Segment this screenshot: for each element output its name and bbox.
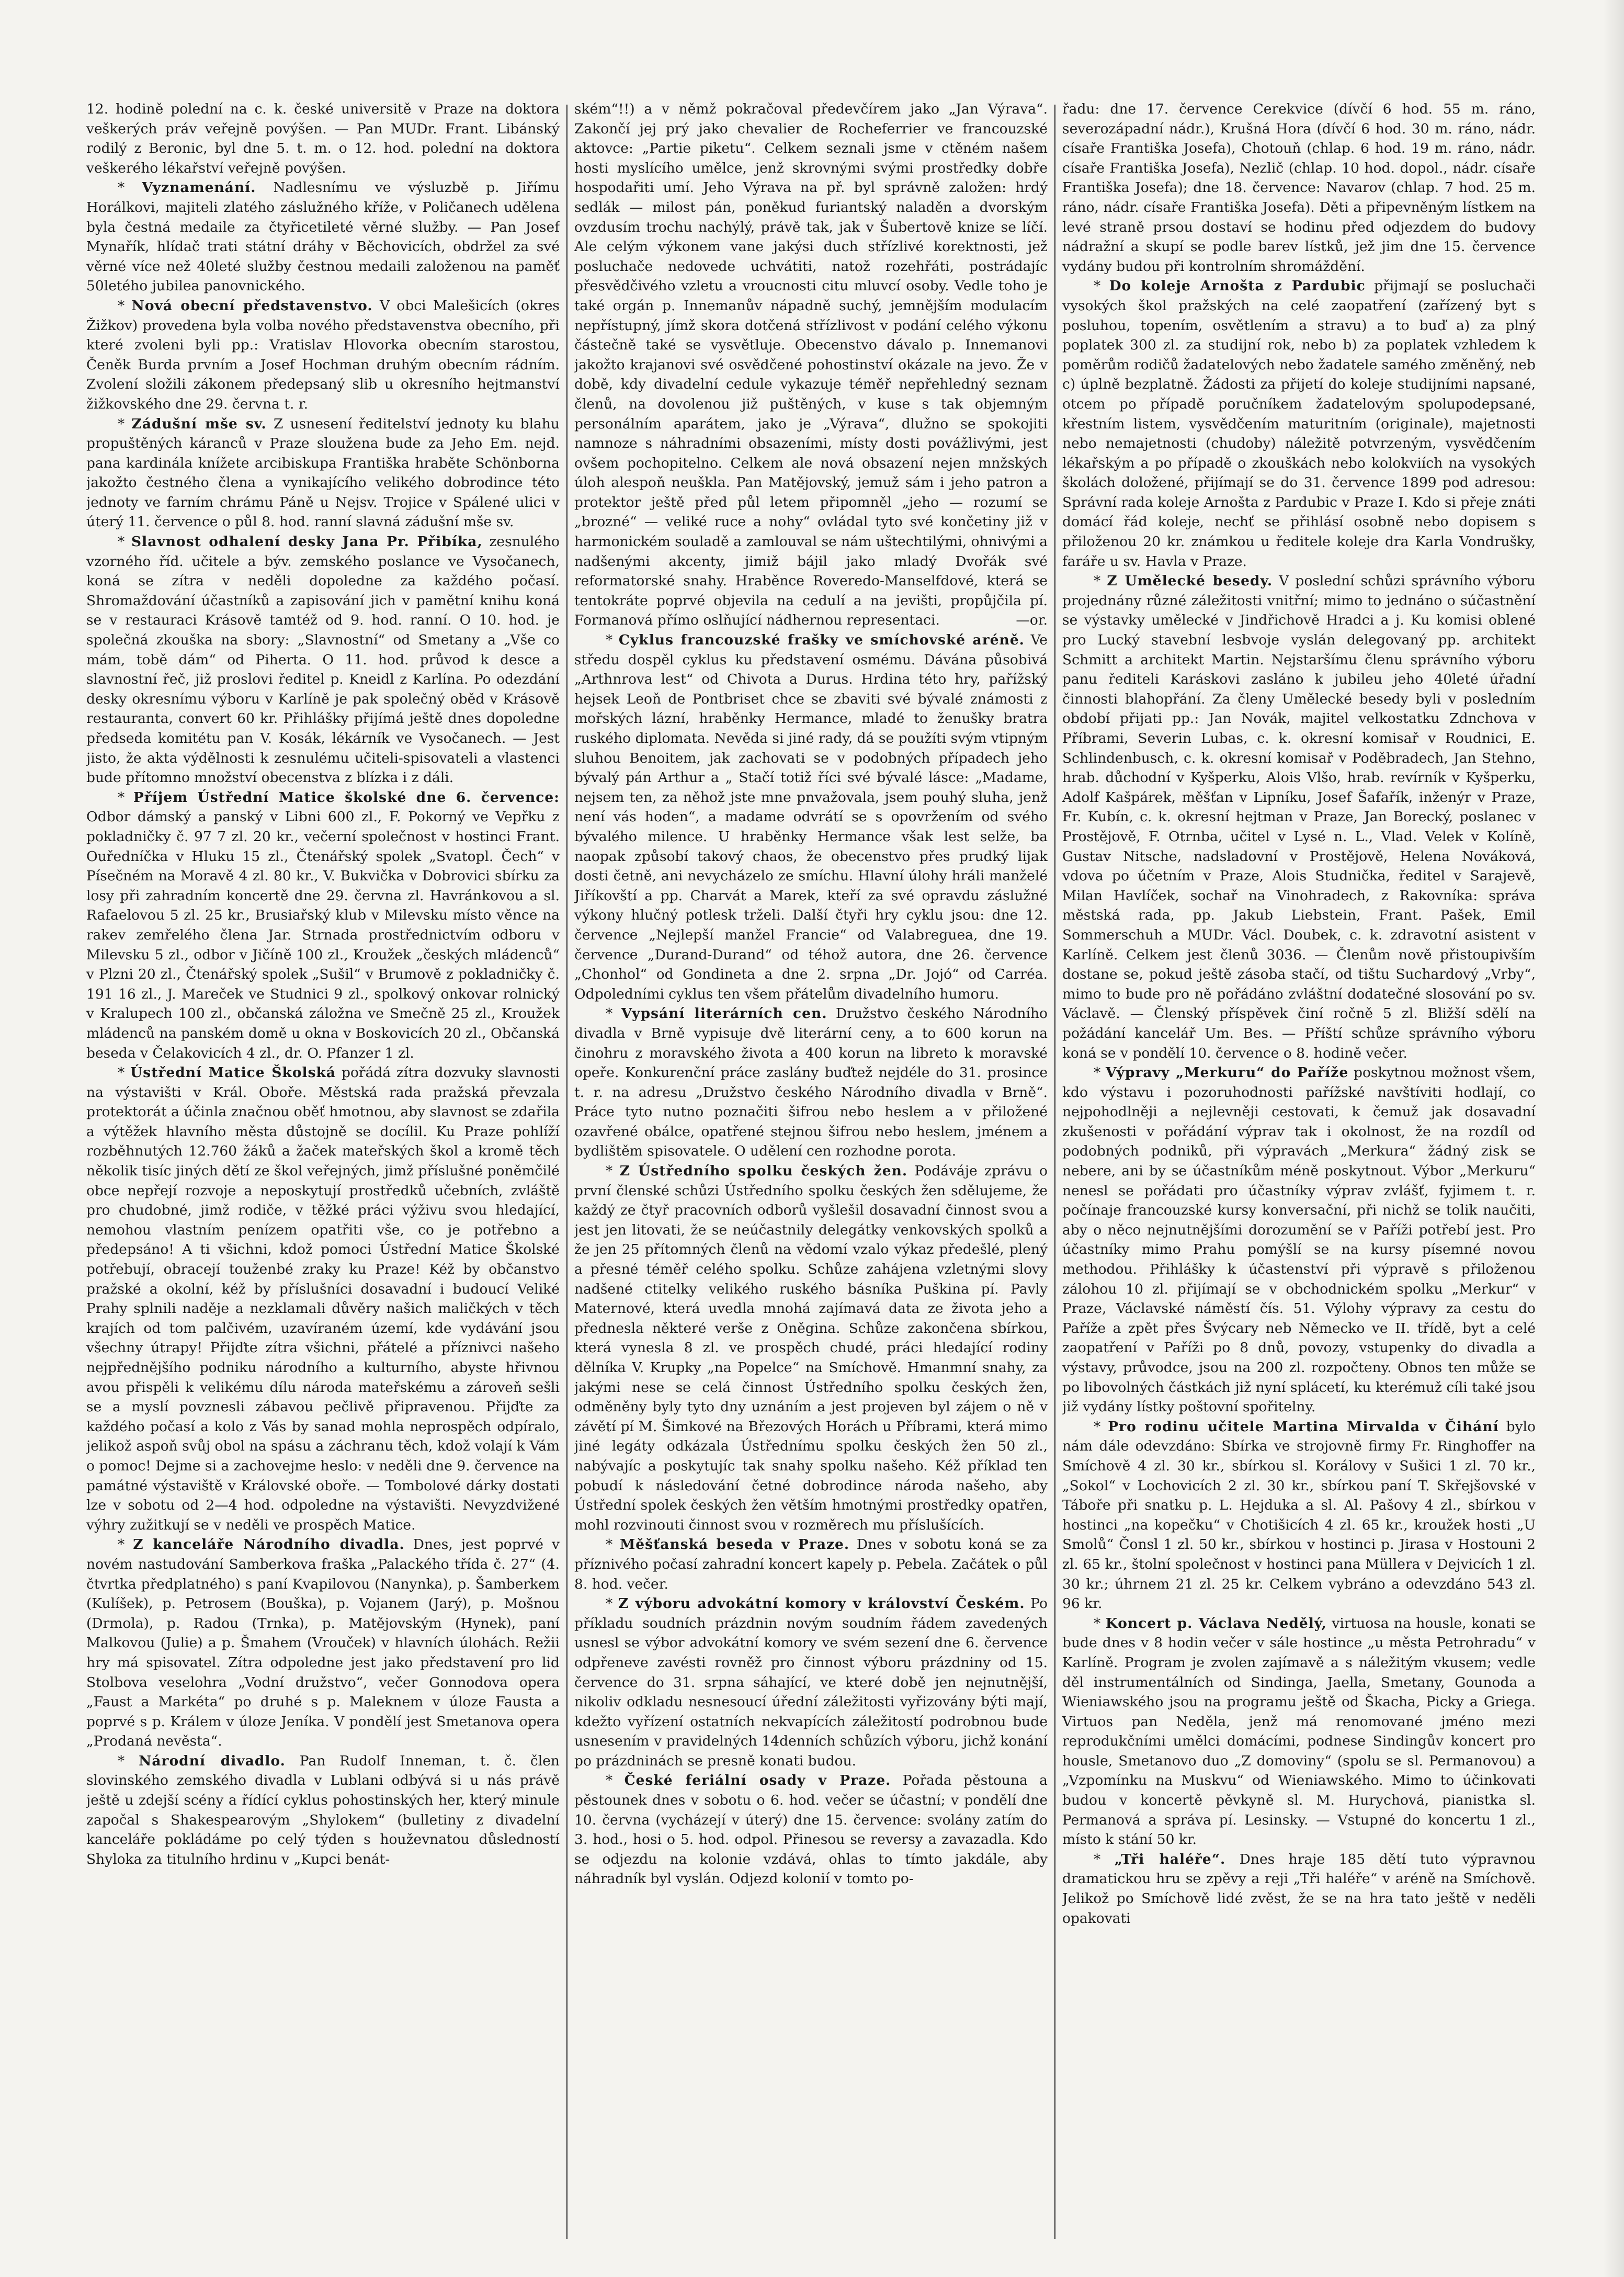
article-paragraph: * Slavnost odhalení desky Jana Pr. Přibíka, zesnulého vzorného říd. učitele a býv. zemského poslance ve Vysočanech, koná se zítra v neděli dopoledne za každého počasí. Shromaždování účastníků a zapisování jich v pamětní knihu koná se v restauraci Krásově tamtéž od 9. hod. ranní. O 10. hod. je společná zkouška na sbory: „Slavnostní“ od Smetany a „Vše co mám, tobě dám“ od Piherta. O 11. hod. průvod k desce a slavnostní řeč, již proslovi ředitel p. Kneidl z Karlína. Po odezdání desky okresnímu výboru v Karlíně je pak společný oběd v Krásově restauranta, convert 60 kr. Přihlášky přijímá ještě dnes dopoledne předseda komitétu pan V. Kosák, lékárník ve Vysočanech. — Jest jisto, že akta výdělnosti k zesnulému učiteli-spisovateli a vlastenci bude přítomno množství obecenstva z blízka i z dáli. [86, 534, 560, 786]
article-paragraph: * Národní divadlo. Pan Rudolf Inneman, t. č. člen slovinského zemského divadla v Lublani odbývá si u nás právě ještě u zdejší scény a řídící cyklus pohostinských her, který minule započal s Shakespearovým „Shylokem“ (bulletiny z divadelní kanceláře pokládáme po celý týden s houževnatou důsledností Shyloka za titulního hrdinu v „Kupci benát- [86, 1752, 560, 1867]
article-paragraph [574, 99, 1048, 630]
article-paragraph: * Měšťanská beseda v Praze. Dnes v sobotu koná se za příznivého počasí zahradní koncert kapely p. Pebela. Začátek o půl 8. hod. večer. [574, 1536, 1048, 1592]
article-paragraph: * Cyklus francouzské frašky ve smíchovské aréně. Ve středu dospěl cyklus ku představení osmému. Dávána působivá „Arthnrova lest“ od Chivota a Durus. Hrdina této hry, pařížský hejsek Leoň de Pontbriset chce se zbaviti své bývalé známosti z mořských lázní, hraběnky Hermance, mladé to ženušky bratra ruského diplomata. Nevěda si jiné rady, dá se použíti svým vtipným sluhou Benoitem, jak zachovati se v podobných případech jeho bývalý pán Arthur a „ Stačí totiž říci své bývalé lásce: „Madame, nejsem ten, za něhož jste mne pnvažovala, jsem pouhý sluha, jenž není vás hoden“, a madame odvrátí se s opovržením od svého bývalého milence. U hraběnky Hermance však lest selže, ba naopak způsobí takový chaos, že obecenstvo přes prudký lijak dosti četně, ani nevycházelo ze smíchu. Hlavní úlohy hráli manželé Jiříkovští a pp. Charvát a Marek, kteří za své opravdu záslužné výkony hlučný potlesk trželi. Další čtyři hry cyklu jsou: dne 12. července „Nejlepší manžel Francie“ od Valabreguea, dne 19. července „Durand-Durand“ od téhož autora, dne 26. července „Chonhol“ od Gondineta a dne 2. srpna „Dr. Jojó“ od Carréa. Odpoledními cyklus ten všem přátelům divadelního humoru. [574, 632, 1048, 1002]
column-rule [566, 105, 567, 2239]
article-text: Podáváje zprávu o první členské schůzi Ústředního spolku českých žen sdělujeme, že každý ze čtyř pracovních odborů vyšlešil dosavadní činnost svou a jest jen litovati, že se neúčastnily delegátky venkovských spolků a že jen 25 přítomných členů na vědomí vzalo výkaz předešlé, plený a přesné téměř celého spolku. Schůze zahájena vzletnými slovy nadšené ctitelky velikého ruského básníka Puškina pí. Pavly Maternové, která uvedla mnohá zajímavá data ze života jeho a přednesla některé verše z Oněgina. Schůze zakončena sbírkou, která vynesla 8 zl. ve prospěch chudé, práci hledající rodiny dělníka V. Krupky „na Popelce“ na Smíchově. Hmanmní snahy, za jakými nese se celá činnost Ústředního spolku českých žen, odměněny byly tyto dny uznáním a jest projeven byl zájem o ně v závětí pí M. Šimkové na Březových Horách u Příbrami, která mimo jiné legáty odkázala Ústřednímu spolku českých žen 50 zl., nabývajíc a poskytujíc tak snahy spolku našeho. Kéž příklad ten pobudí k následování četné dobrodince národa našeho, aby Ústřední spolek českých žen větším hmotnými prostředky opatřen, mohl rozvinouti činnost svou v rozměrech mu příslušících. [574, 1163, 1048, 1533]
author-signature: —or. [1016, 612, 1048, 629]
text-column-1 [86, 99, 560, 2255]
article-text: ském“!!) a v němž pokračoval předevčírem jako „Jan Výrava“. Zakončí jej prý jako chevalier de Rocheferrier ve francouzské aktovce: „Partie piketu“. Celkem seznali jsme v ctěném našem hosti myslícího umělce, jenž skrovnými svými prostředky dobře hospodařiti umí. Jeho Výrava na př. byl správně založen: hrdý sedlák — milost pán, poněkud furiantský naladěn a dvorským ovzdusím trochu nachýlý, právě tak, jak v Šubertově knize se líčí. Ale celým výkonem vane jakýsi duch střízlivé korektnosti, jež posluchače nedovede uchvátiti, natož rozehřáti, postrádajíc přesvědčivého vzletu a vroucnosti citu mluvcí osoby. Vedle toho je také orgán p. Innemanův nápadně suchý, jemnějším modulacím nepřístupný, jímž skora dotčená střízlivost v podání celého výkonu částečně také se vysvětluje. Obecenstvo dávalo p. Innemanovi jakožto krajanovi své osvědčené pohostinství okázale na jevo. Že v době, kdy divadelní cedule vykazuje téměř nepřehledný seznam členů, na dovolenou již puštěných, v kuse s tak objemným personálním aparátem, jako je „Výrava“, dlužno se spokojiti namnoze s náhradními obsazeními, místy dosti povážlivými, jest ovšem pochopitelno. Celkem ale nová obsazení nejen mnžských úloh alespoň neuškla. Pan Matějovský, jemuž sám i jeho patron a protektor ještě před půl letem připomněl „jeho — rozumí se „brozné“ — veliké ruce a nohy“ ovládal tyto své končetiny již v harmonickém souladě a zamlouval se nám uštechtilými, ohnivými a nadšenými akcenty, jimiž bájil jako mladý Dvořák své reformatorské snahy. Hraběnce Roveredo-Manselfdové, která se tentokráte poprvé objevila na cedulí a na jevišti, propůjčila pí. Formanová přímo oslňující nádhernou representaci. [574, 101, 1048, 629]
article-text: Z usnesení ředitelství jednoty ku blahu propuštěných káranců v Praze sloužena bude za Jeho Em. nejd. pana kardinála knížete arcibiskupa Františka hraběte Schönborna jakožto čestného člena a vynikajícího velikého dobrodince této jednoty ve farním chrámu Páně u Nejsv. Trojice v Spálené ulici v úterý 11. července o půl 8. hod. ranní slavná zádušní mše sv. [86, 415, 560, 530]
article-text: řadu: dne 17. července Cerekvice (dívčí 6 hod. 55 m. ráno, severozápadní nádr.), Krušná Hora (dívčí 6 hod. 30 m. ráno, nádr. císaře Františka Josefa), Chotouň (chlap. 6 hod. 19 m. ráno, nádr. císaře Františka Josefa), Nezlič (chlap. 10 hod. dopol., nádr. císaře Františka Josefa); dne 18. července: Navarov (chlap. 7 hod. 25 m. ráno, nádr. císaře Františka Josefa). Děti a připevněným lístkem na levé straně prsou dostaví se hodinu před odjezdem do budovy nádražní a skupí se podle barev lístků, jež jim dne 15. července vydány budou při kontrolním shromáždění. [1062, 101, 1536, 275]
article-text: Nadlesnímu ve výsluzbě p. Jiřímu Horálkovi, majiteli zlatého záslužného kříže, v Poličanech udělena byla čestná medaile za čtyřicetileté věrné služby. — Pan Josef Mynařík, hlídač trati státní dráhy v Běchovicích, obdržel za své věrné více než 40leté služby čestnou medaili založenou na paměť 50letého jubilea panovnického. [86, 179, 560, 294]
article-text: Pořada pěstouna a pěstounek dnes v sobotu o 6. hod. večer se účastní; v pondělí dne 10. června (vycházejí v úterý) dne 15. července: svolány zatím do 3. hod., hosi o 5. hod. odpol. Přinesou se reversy a zavazadla. Kdo se odjezdu na kolonie vzdává, ohlas to tímto jakdále, aby náhradník byl vyslán. Odjezd kolonií v tomto po- [574, 1772, 1048, 1887]
article-text: Družstvo českého Národního divadla v Brně vypisuje dvě literární ceny, a to 600 korun na činohru z moravského života a 400 korun na libreto k moravské opeře. Konkurenční práce zaslány buďtež nejdéle do 31. prosince t. r. na adresu „Družstvo českého Národního divadla v Brně“. Práce tyto nutno poznačiti šifrou nebo heslem a v přiložené ozavřené obálce, opatřené stejnou šifrou nebo heslem, jménem a bydlištěm spisovatele. O udělení cen rozhodne porota. [574, 1005, 1048, 1160]
article-text: virtuosa na housle, konati se bude dnes v 8 hodin večer v sále hostince „u města Petrohradu“ v Karlíně. Program je zvolen zajímavě a s náležitým vkusem; vedle děl instrumentálních od Sindinga, Jaella, Smetany, Gounoda a Wieniawského jsou na programu ještě od Škacha, Picky a Griega. Virtuos pan Neděla, jenž má renomované jméno mezi reprodukčními umělci domácími, podnese Sindingův koncert pro housle, Smetanovo duo „Z domoviny“ (spolu se sl. Permanovou) a „Vzpomínku na Muskvu“ od Wieniawského. Mimo to účinkovati budou v koncertě pěvkyně sl. M. Hurychová, pianistka sl. Permanová a správa pí. Lesinsky. — Vstupné do koncertu 1 zl., místo k stání 50 kr. [1062, 1615, 1536, 1848]
article-paragraph: * Výpravy „Merkuru“ do Paříže poskytnou možnost všem, kdo výstavu i pozoruhodnosti pařížské navštíviti hodlají, co nejpohodlněji a nejlevněji cestovati, k čemuž jak dosavadní zkušenosti v pořádání výprav tak i okolnost, že na rozdíl od podobných podniků, při výpravách „Merkura“ žádný zisk se nebere, ani by se účastníkům méně poskytnout. Výbor „Merkuru“ nenesl se pořádati pro účastníky výprav zvlášť, fyjimem t. r. počínaje francouzské kursy konversační, při nichž se tolik naučiti, aby o něco nejnutnějšími dorozumění se v Paříži potřebí jest. Pro účastníky mimo Prahu pomýšlí se na kursy písemné novou methodou. Přihlášky k účastenství při výpravě s přiloženou zálohou 10 zl. přijímají se v obchodnickém spolku „Merkur“ v Praze, Václavské náměstí čís. 51. Výlohy výpravy za cestu do Paříže a zpět přes Švýcary neb Německo ve II. třídě, byt a celé zaopatření v Paříži po 8 dnů, povozy, vstupenky do divadla a výstavy, průvodce, jsou na 200 zl. rozpočteny. Obnos ten může se po libovolných částkách již nyní splácetí, ku kterémuž cíli také jsou již vydány lístky poštovní spořitelny. [1062, 1064, 1536, 1415]
article-paragraph: * Koncert p. Václava Nedělý, virtuosa na housle, konati se bude dnes v 8 hodin večer v sále hostince „u města Petrohradu“ v Karlíně. Program je zvolen zajímavě a s náležitým vkusem; vedle děl instrumentálních od Sindinga, Jaella, Smetany, Gounoda a Wieniawského jsou na programu ještě od Škacha, Picky a Griega. Virtuos pan Neděla, jenž má renomované jméno mezi reprodukčními umělci domácími, podnese Sindingův koncert pro housle, Smetanovo duo „Z domoviny“ (spolu se sl. Permanovou) a „Vzpomínku na Muskvu“ od Wieniawského. Mimo to účinkovati budou v koncertě pěvkyně sl. M. Hurychová, pianistka sl. Permanová a správa pí. Lesinsky. — Vstupné do koncertu 1 zl., místo k stání 50 kr. [1062, 1615, 1536, 1848]
article-text: bylo nám dále odevzdáno: Sbírka ve strojovně firmy Fr. Ringhoffer na Smíchově 4 zl. 30 kr., sbírkou sl. Korálovy v Sušici 1 zl. 70 kr., „Sokol“ v Lochovicích 2 zl. 30 kr., sbírkou paní T. Skřejšovské v Táboře při snatku p. L. Hejduka a sl. Al. Pašovy 4 zl., sbírkou v hostinci „na kopečku“ v Chotišicích 4 zl. 65 kr., kroužek hosti „U Smolů“ Čonsl 1 zl. 50 kr., sbírkou v hostinci p. Jirasa v Hostouni 2 zl. 65 kr., štolní společnost v hostinci pana Müllera v Dejvicích 1 zl. 30 kr.; úhrnem 21 zl. 25 kr. Celkem vybráno a odevzdáno 543 zl. 96 kr. [1062, 1418, 1536, 1612]
article-heading: Nová obecní představenstvo. [131, 297, 373, 314]
article-heading: Do koleje Arnošta z Pardubic [1109, 278, 1366, 294]
scan-edge-shade [1603, 0, 1624, 2277]
article-text: Po příkladu soudních prázdnin novým soudním řádem zavedených usnesl se výbor advokátní komory ve svém sezení dne 6. července odpřeneve zavésti rovněž pro činnost výboru prázdniny od 15. července do 31. srpna sáhající, ve které době jen nejnutnější, nikoliv odkladu nesnesoucí úřední záležitosti vyřizovány býti mají, kdežto vyřízení ostatních nekvapících záležitostí podrobnou bude usnesením v pravidelných 14denních schůzích výboru, jichž konání po prázdninách se presně konati budou. [574, 1595, 1048, 1769]
article-paragraph: * Z Ústředního spolku českých žen. Podáváje zprávu o první členské schůzi Ústředního spolku českých žen sdělujeme, že každý ze čtyř pracovních odborů vyšlešil dosavadní činnost svou a jest jen litovati, že se neúčastnily delegátky venkovských spolků a že jen 25 přítomných členů na vědomí vzalo výkaz předešlé, plený a přesné téměř celého spolku. Schůze zahájena vzletnými slovy nadšené ctitelky velikého ruského básníka Puškina pí. Pavly Maternové, která uvedla mnohá zajímavá data ze života jeho a přednesla některé verše z Oněgina. Schůze zakončena sbírkou, která vynesla 8 zl. ve prospěch chudé, práci hledající rodiny dělníka V. Krupky „na Popelce“ na Smíchově. Hmanmní snahy, za jakými nese se celá činnost Ústředního spolku českých žen, odměněny byly tyto dny uznáním a jest projeven byl zájem o ně v závětí pí M. Šimkové na Březových Horách u Příbrami, která mimo jiné legáty odkázala Ústřednímu spolku českých žen 50 zl., nabývajíc a poskytujíc tak snahy spolku našeho. Kéž příklad ten pobudí k následování četné dobrodince národa našeho, aby Ústřední spolek českých žen větším hmotnými prostředky opatřen, mohl rozvinouti činnost svou v rozměrech mu příslušících. [574, 1163, 1048, 1533]
article-text: zesnulého vzorného říd. učitele a býv. zemského poslance ve Vysočanech, koná se zítra v neděli dopoledne za každého počasí. Shromaždování účastníků a zapisování jich v pamětní knihu koná se v restauraci Krásově tamtéž od 9. hod. ranní. O 10. hod. je společná zkouška na sbory: „Slavnostní“ od Smetany a „Vše co mám, tobě dám“ od Piherta. O 11. hod. průvod k desce a slavnostní řeč, již proslovi ředitel p. Kneidl z Karlína. Po odezdání desky okresnímu výboru v Karlíně je pak společný oběd v Krásově restauranta, convert 60 kr. Přihlášky přijímá ještě dnes dopoledne předseda komitétu pan V. Kosák, lékárník ve Vysočanech. — Jest jisto, že akta výdělnosti k zesnulému učiteli-spisovateli a vlastenci bude přítomno množství obecenstva z blízka i z dáli. [86, 534, 560, 786]
article-heading: Měšťanská beseda v Praze. [619, 1536, 850, 1553]
article-text: V poslední schůzi správního výboru projednány různé záležitosti vnitřní; mimo to jednáno o súčastnění se výstavky umělecké v Jindřichově Hradci a j. Ku komisi oblené pro Lucký stavební lesbvoje vyslán delegovaný pp. architekt Schmitt a architekt Martin. Nejstaršímu členu správního výboru panu řediteli Karáskovi zasláno k jubileu jeho 40leté úřadní činnosti blahopřání. Za členy Umělecké besedy byli v posledním období přijati pp.: Jan Novák, majitel velkostatku Zdnchova v Příbrami, Severin Lubas, c. k. okresní komisař v Roudnici, E. Schlindenbusch, c. k. okresní komisař v Poděbradech, Jan Stehno, hrab. důchodní v Kyšperku, Alois Vlšo, hrab. revírník v Kyšperku, Adolf Kašpárek, měšťan v Lipníku, Josef Šafařík, inženýr v Praze, Fr. Kubín, c. k. okresní hejtman v Praze, Jan Borecký, poslanec v Prostějově, F. Otrnba, učitel v Lysé n. L., Vlad. Velek v Kolíně, Gustav Nitsche, nadsladovní v Prostějově, Helena Nováková, vdova po účetním v Praze, Alois Studnička, ředitel v Sarajevě, Milan Havlíček, sochař na Vinohradech, z Rakovníka: správa městská rada, pp. Jakub Liebstein, Frant. Pašek, Emil Sommerschuh a MUDr. Václ. Doubek, c. k. zdravotní asistent v Karlíně. Celkem jest členů 3036. — Členům nově přistoupivším dostane se, pokud ještě zásoba stačí, od tištu Suchardový „Vrby“, mimo to bude pro ně pořádáno zvláštní dodatečné slosování po sv. Václavě. — Členský příspěvek činí ročně 5 zl. Bližší sdělí na požádání kancelář Um. Bes. — Příští schůze správního výboru koná se v pondělí 10. července o 8. hodině večer. [1062, 573, 1536, 1061]
text-column-3 [1062, 99, 1536, 2255]
article-heading: Zádušní mše sv. [131, 415, 267, 432]
article-heading: Pro rodinu učitele Martina Mirvalda v Čihání [1108, 1418, 1499, 1435]
article-paragraph: * Vypsání literárních cen. Družstvo českého Národního divadla v Brně vypisuje dvě literární ceny, a to 600 korun na činohru z moravského života a 400 korun na libreto k moravské opeře. Konkurenční práce zaslány buďtež nejdéle do 31. prosince t. r. na adresu „Družstvo českého Národního divadla v Brně“. Práce tyto nutno poznačiti šifrou nebo heslem a v přiložené ozavřené obálce, opatřené stejnou šifrou nebo heslem, jménem a bydlištěm spisovatele. O udělení cen rozhodne porota. [574, 1005, 1048, 1160]
article-text: Dnes v sobotu koná se za příznivého počasí zahradní koncert kapely p. Pebela. Začátek o půl 8. hod. večer. [574, 1536, 1048, 1592]
article-heading: Cyklus francouzské frašky ve smíchovské aréně. [618, 632, 1025, 649]
article-paragraph: * Z Umělecké besedy. V poslední schůzi správního výboru projednány různé záležitosti vnitřní; mimo to jednáno o súčastnění se výstavky umělecké v Jindřichově Hradci a j. Ku komisi oblené pro Lucký stavební lesbvoje vyslán delegovaný pp. architekt Schmitt a architekt Martin. Nejstaršímu členu správního výboru panu řediteli Karáskovi zasláno k jubileu jeho 40leté úřadní činnosti blahopřání. Za členy Umělecké besedy byli v posledním období přijati pp.: Jan Novák, majitel velkostatku Zdnchova v Příbrami, Severin Lubas, c. k. okresní komisař v Roudnici, E. Schlindenbusch, c. k. okresní komisař v Poděbradech, Jan Stehno, hrab. důchodní v Kyšperku, Alois Vlšo, hrab. revírník v Kyšperku, Adolf Kašpárek, měšťan v Lipníku, Josef Šafařík, inženýr v Praze, Fr. Kubín, c. k. okresní hejtman v Praze, Jan Borecký, poslanec v Prostějově, F. Otrnba, učitel v Lysé n. L., Vlad. Velek v Kolíně, Gustav Nitsche, nadsladovní v Prostějově, Helena Nováková, vdova po účetním v Praze, Alois Studnička, ředitel v Sarajevě, Milan Havlíček, sochař na Vinohradech, z Rakovníka: správa městská rada, pp. Jakub Liebstein, Frant. Pašek, Emil Sommerschuh a MUDr. Václ. Doubek, c. k. zdravotní asistent v Karlíně. Celkem jest členů 3036. — Členům nově přistoupivším dostane se, pokud ještě zásoba stačí, od tištu Suchardový „Vrby“, mimo to bude pro ně pořádáno zvláštní dodatečné slosování po sv. Václavě. — Členský příspěvek činí ročně 5 zl. Bližší sdělí na požádání kancelář Um. Bes. — Příští schůze správního výboru koná se v pondělí 10. července o 8. hodině večer. [1062, 573, 1536, 1061]
article-paragraph: * Vyznamenání. Nadlesnímu ve výsluzbě p. Jiřímu Horálkovi, majiteli zlatého záslužného kříže, v Poličanech udělena byla čestná medaile za čtyřicetileté věrné služby. — Pan Josef Mynařík, hlídač trati státní dráhy v Běchovicích, obdržel za své věrné více než 40leté služby čestnou medaili založenou na paměť 50letého jubilea panovnického. [86, 179, 560, 294]
article-heading: Z Ústředního spolku českých žen. [619, 1163, 908, 1180]
article-paragraph [1062, 99, 1536, 276]
text-column-2 [574, 99, 1048, 2255]
article-heading: Vyznamenání. [142, 179, 256, 196]
article-text: pořádá zítra dozvuky slavnosti na výstavišti v Král. Oboře. Městská rada pražská převzala protektorát a účinla značnou oběť hmotnou, aby slavnost se zdařila a výtěžek hlavního města důstojně se docílil. Ku Praze pohlíží rozběhnutých 12.760 žáků a žaček mateřských škol a kromě těch několik tisíc jiných dětí ze škol veřejných, jimž příslušné poněmčilé obce nepřejí rozvoje a neposkytují prostředků učebních, zvláště pro chudobné, jimž rodiče, v těžké práci výživu svou hledající, nemohou vlastním penízem opatřiti vše, co je potřebno a předepsáno! A ti všichni, kdož pomoci Ústřední Matice Školské potřebují, obracejí touženbé zraky ku Praze! Kéž by občanstvo pražské a okolní, kéž by příslušníci dosavadní i budoucí Veliké Prahy splnili naděje a nezklamali důvěry našich maličkých v těch krajích od tom palčivém, uzavíraném území, kde vydávání jsou všechny útrapy! Přijďte zítra všichni, přátelé a příznivci našeho nejpřednějšího podniku národního a kulturního, abyste hřivnou avou přispěli k velikému dílu národa mateřskému a zároveň sešli se a myslí povznesli zábavou pečlivě připravenou. Přijďte za každého počasí a kolo z Vás by sanad mohla neprospěch odpíralo, jelikož aspoň svůj obol na spásu a záchranu těch, kdož volají k Vám o pomoc! Dejme si a zachovejme heslo: v neděli dne 9. července na památné výstaviště v Královské oboře. — Tombolové dárky dostati lze v sobotu od 2—4 hod. odpoledne na výstavišti. Nevyzdvižené výhry zužitkují se v neděli ve prospěch Matice. [86, 1064, 560, 1533]
article-paragraph: * Příjem Ústřední Matice školské dne 6. července: Odbor dámský a panský v Libni 600 zl., F. Pokorný ve Vepřku z pokladničky č. 97 7 zl. 20 kr., večerní společnost v hostinci Frant. Ouředníčka v Hluku 15 zl., Čtenářský spolek „Svatopl. Čech“ v Písečném na Moravě 4 zl. 80 kr., V. Bukvička v Dobrovici sbírku za losy při zahradním koncertě dne 29. června zl. Havránkovou a sl. Rafaelovou 5 zl. 25 kr., Brusiařský klub v Milevsku místo věnce na rakev zemřelého člena Jar. Strnada prostřednictvím odboru v Milevsku 5 zl., odbor v Jičíně 100 zl., Kroužek „českých mládenců“ v Plzni 20 zl., Čtenářský spolek „Sušil“ v Brumově z pokladničky č. 191 16 zl., J. Mareček ve Studnici 9 zl., spolkový onkovar rolnický v Kralupech 100 zl., občanská záložna ve Smečně 25 zl., Kroužek mládenců na panském domě u okna v Boskovicích 20 zl., Občanská beseda v Čelakovicích 4 zl., dr. O. Pfanzer 1 zl. [86, 789, 560, 1061]
article-heading: Výpravy „Merkuru“ do Paříže [1106, 1064, 1349, 1081]
article-paragraph: * Do koleje Arnošta z Pardubic přijmají se posluchači vysokých škol pražských na celé zaopatření (zařízený byt s posluhou, topením, osvětlením a stravu) a to buď a) za plný poplatek 300 zl. za studijní rok, nebo b) za poplatek vzhledem k poměrům rodičů žadatelových nebo žadatele samého změněný, neb c) úplně bezplatně. Žádosti za přijetí do koleje studijními napsané, otcem po případě poručníkem žadatelovým spolupodepsané, křestním listem, vysvědčením maturitním (originale), majetnosti nebo nemajetnosti (chudoby) náležitě potvrzeným, vysvědčením lékařským a po případě o zkouškách nebo kolokviích na vysokých školách doložené, přijímají se do 31. července 1899 pod adresou: Správní rada koleje Arnošta z Pardubic v Praze I. Kdo si přeje znáti domácí řád koleje, nechť se přihlásí osobně nebo dopisem s přiloženou 20 kr. známkou u ředitele koleje dra Karla Vondrušky, faráře u sv. Havla v Praze. [1062, 278, 1536, 570]
article-heading: Slavnost odhalení desky Jana Pr. Přibíka, [131, 534, 483, 550]
article-paragraph: * Ústřední Matice Školská pořádá zítra dozvuky slavnosti na výstavišti v Král. Oboře. Městská rada pražská převzala protektorát a účinla značnou oběť hmotnou, aby slavnost se zdařila a výtěžek hlavního města důstojně se docílil. Ku Praze pohlíží rozběhnutých 12.760 žáků a žaček mateřských škol a kromě těch několik tisíc jiných dětí ze škol veřejných, jimž příslušné poněmčilé obce nepřejí rozvoje a neposkytují prostředků učebních, zvláště pro chudobné, jimž rodiče, v těžké práci výživu svou hledající, nemohou vlastním penízem opatřiti vše, co je potřebno a předepsáno! A ti všichni, kdož pomoci Ústřední Matice Školské potřebují, obracejí touženbé zraky ku Praze! Kéž by občanstvo pražské a okolní, kéž by příslušníci dosavadní i budoucí Veliké Prahy splnili naděje a nezklamali důvěry našich maličkých v těch krajích od tom palčivém, uzavíraném území, kde vydávání jsou všechny útrapy! Přijďte zítra všichni, přátelé a příznivci našeho nejpřednějšího podniku národního a kulturního, abyste hřivnou avou přispěli k velikému dílu národa mateřskému a zároveň sešli se a myslí povznesli zábavou pečlivě připravenou. Přijďte za každého počasí a kolo z Vás by sanad mohla neprospěch odpíralo, jelikož aspoň svůj obol na spásu a záchranu těch, kdož volají k Vám o pomoc! Dejme si a zachovejme heslo: v neděli dne 9. července na památné výstaviště v Královské oboře. — Tombolové dárky dostati lze v sobotu od 2—4 hod. odpoledne na výstavišti. Nevyzdvižené výhry zužitkují se v neděli ve prospěch Matice. [86, 1064, 560, 1533]
article-heading: České feriální osady v Praze. [624, 1772, 891, 1789]
article-text: přijmají se posluchači vysokých škol pražských na celé zaopatření (zařízený byt s posluhou, topením, osvětlením a stravu) a to buď a) za plný poplatek 300 zl. za studijní rok, nebo b) za poplatek vzhledem k poměrům rodičů žadatelových nebo žadatele samého změněný, neb c) úplně bezplatně. Žádosti za přijetí do koleje studijními napsané, otcem po případě poručníkem žadatelovým spolupodepsané, křestním listem, vysvědčením maturitním (originale), majetnosti nebo nemajetnosti (chudoby) náležitě potvrzeným, vysvědčením lékařským a po případě o zkouškách nebo kolokviích na vysokých školách doložené, přijímají se do 31. července 1899 pod adresou: Správní rada koleje Arnošta z Pardubic v Praze I. Kdo si přeje znáti domácí řád koleje, nechť se přihlásí osobně nebo dopisem s přiloženou 20 kr. známkou u ředitele koleje dra Karla Vondrušky, faráře u sv. Havla v Praze. [1062, 278, 1536, 570]
article-text: poskytnou možnost všem, kdo výstavu i pozoruhodnosti pařížské navštíviti hodlají, co nejpohodlněji a nejlevněji cestovati, k čemuž jak dosavadní zkušenosti v pořádání výprav tak i okolnost, že na rozdíl od podobných podniků, při výpravách „Merkura“ žádný zisk se nebere, ani by se účastníkům méně poskytnout. Výbor „Merkuru“ nenesl se pořádati pro účastníky výprav zvlášť, fyjimem t. r. počínaje francouzské kursy konversační, při nichž se tolik naučiti, aby o něco nejnutnějšími dorozumění se v Paříži potřebí jest. Pro účastníky mimo Prahu pomýšlí se na kursy písemné novou methodou. Přihlášky k účastenství při výpravě s přiloženou zálohou 10 zl. přijímají se v obchodnickém spolku „Merkur“ v Praze, Václavské náměstí čís. 51. Výlohy výpravy za cestu do Paříže a zpět přes Švýcary neb Německo ve II. třídě, byt a celé zaopatření v Paříži po 8 dnů, povozy, vstupenky do divadla a výstavy, průvodce, jsou na 200 zl. rozpočteny. Obnos ten může se po libovolných částkách již nyní splácetí, ku kterémuž cíli také jsou již vydány lístky poštovní spořitelny. [1062, 1064, 1536, 1415]
article-paragraph: * České feriální osady v Praze. Pořada pěstouna a pěstounek dnes v sobotu o 6. hod. večer se účastní; v pondělí dne 10. června (vycházejí v úterý) dne 15. července: svolány zatím do 3. hod., hosi o 5. hod. odpol. Přinesou se reversy a zavazadla. Kdo se odjezdu na kolonie vzdává, ohlas to tímto jakdále, aby náhradník byl vyslán. Odjezd kolonií v tomto po- [574, 1772, 1048, 1887]
article-text: Pan Rudolf Inneman, t. č. člen slovinského zemského divadla v Lublani odbývá si u nás právě ještě u zdejší scény a řídící cyklus pohostinských her, který minule započal s Shakespearovým „Shylokem“ (bulletiny z divadelní kanceláře pokládáme po celý týden s houževnatou důsledností Shyloka za titulního hrdinu v „Kupci benát- [86, 1752, 560, 1867]
article-paragraph: * Nová obecní představenstvo. V obci Malešicích (okres Žižkov) provedena byla volba nového představenstva obecního, při které zvoleni byli pp.: Vratislav Hlovorka obecním starostou, Čeněk Burda prvním a Josef Hochman druhým obecním rádním. Zvolení složili zákonem předepsaný slib u okresního hejtmanství žižkovského dne 29. června t. r. [86, 297, 560, 412]
article-paragraph: * Pro rodinu učitele Martina Mirvalda v Čihání bylo nám dále odevzdáno: Sbírka ve strojovně firmy Fr. Ringhoffer na Smíchově 4 zl. 30 kr., sbírkou sl. Korálovy v Sušici 1 zl. 70 kr., „Sokol“ v Lochovicích 2 zl. 30 kr., sbírkou paní T. Skřejšovské v Táboře při snatku p. L. Hejduka a sl. Al. Pašovy 4 zl., sbírkou v hostinci „na kopečku“ v Chotišicích 4 zl. 65 kr., kroužek hosti „U Smolů“ Čonsl 1 zl. 50 kr., sbírkou v hostinci p. Jirasa v Hostouni 2 zl. 65 kr., štolní společnost v hostinci pana Müllera v Dejvicích 1 zl. 30 kr.; úhrnem 21 zl. 25 kr. Celkem vybráno a odevzdáno 543 zl. 96 kr. [1062, 1418, 1536, 1612]
article-text: Dnes, jest poprvé v novém nastudování Samberkova fraška „Palackého třída č. 27“ (4. čtvrtka předplatného) s paní Kvapilovou (Nanynka), p. Šamberkem (Kulíšek), p. Petrosem (Bouška), p. Vojanem (Jarý), p. Mošnou (Drmola), p. Radou (Trnka), p. Matějovským (Hynek), paní Malkovou (Julie) a p. Šmahem (Vrouček) v hlavních úlohách. Režii hry má spisovatel. Zítra odpoledne jest jako představení pro lid Stolbova veselohra „Vodní družstvo“, večer Gonnodova opera „Faust a Markéta“ po druhé s p. Maleknem v úloze Fausta a poprvé s p. Králem v úloze Jeníka. V pondělí jest Smetanova opera „Prodaná nevěsta“. [86, 1536, 560, 1750]
article-text: 12. hodině polední na c. k. české universitě v Praze na doktora veškerých práv veřejně povýšen. — Pan MUDr. Frant. Libánský rodilý z Beronic, byl dne 5. t. m. o 12. hod. polední na doktora veškerého lékařství veřejně povýšen. [86, 101, 560, 176]
article-text: V obci Malešicích (okres Žižkov) provedena byla volba nového představenstva obecního, při které zvoleni byli pp.: Vratislav Hlovorka obecním starostou, Čeněk Burda prvním a Josef Hochman druhým obecním rádním. Zvolení složili zákonem předepsaný slib u okresního hejtmanství žižkovského dne 29. června t. r. [86, 297, 560, 412]
article-paragraph: * Z výboru advokátní komory v království Českém. Po příkladu soudních prázdnin novým soudním řádem zavedených usnesl se výbor advokátní komory ve svém sezení dne 6. července odpřeneve zavésti rovněž pro činnost výboru prázdniny od 15. července do 31. srpna sáhající, ve které době jen nejnutnější, nikoliv odkladu nesnesoucí úřední záležitosti vyřizovány býti mají, kdežto vyřízení ostatních nekvapících záležitostí podrobnou bude usnesením v pravidelných 14denních schůzích výboru, jichž konání po prázdninách se presně konati budou. [574, 1595, 1048, 1769]
article-heading: „Tři haléře“. [1114, 1851, 1226, 1867]
article-heading: Z Umělecké besedy. [1107, 573, 1273, 590]
column-rule [1054, 105, 1055, 2239]
article-paragraph: * „Tři haléře“. Dnes hraje 185 dětí tuto výpravnou dramatickou hru se zpěvy a reji „Tři haléře“ v aréně na Smíchově. Jelikož po Smíchově lidé zvěst, že se na hra tato ještě v neděli opakovati [1062, 1851, 1536, 1927]
article-heading: Ústřední Matice Školská [130, 1064, 336, 1081]
article-paragraph [86, 99, 560, 178]
article-text: Dnes hraje 185 dětí tuto výpravnou dramatickou hru se zpěvy a reji „Tři haléře“ v aréně na Smíchově. Jelikož po Smíchově lidé zvěst, že se na hra tato ještě v neděli opakovati [1062, 1851, 1536, 1927]
article-heading: Národní divadlo. [139, 1752, 286, 1769]
article-heading: Vypsání literárních cen. [621, 1005, 827, 1022]
article-text: Odbor dámský a panský v Libni 600 zl., F. Pokorný ve Vepřku z pokladničky č. 97 7 zl. 20 kr., večerní společnost v hostinci Frant. Ouředníčka v Hluku 15 zl., Čtenářský spolek „Svatopl. Čech“ v Písečném na Moravě 4 zl. 80 kr., V. Bukvička v Dobrovici sbírku za losy při zahradním koncertě dne 29. června zl. Havránkovou a sl. Rafaelovou 5 zl. 25 kr., Brusiařský klub v Milevsku místo věnce na rakev zemřelého člena Jar. Strnada prostřednictvím odboru v Milevsku 5 zl., odbor v Jičíně 100 zl., Kroužek „českých mládenců“ v Plzni 20 zl., Čtenářský spolek „Sušil“ v Brumově z pokladničky č. 191 16 zl., J. Mareček ve Studnici 9 zl., spolkový onkovar rolnický v Kralupech 100 zl., občanská záložna ve Smečně 25 zl., Kroužek mládenců na panském domě u okna v Boskovicích 20 zl., Občanská beseda v Čelakovicích 4 zl., dr. O. Pfanzer 1 zl. [86, 809, 560, 1061]
article-heading: Z kanceláře Národního divadla. [133, 1536, 405, 1553]
article-heading: Příjem Ústřední Matice školské dne 6. července: [133, 789, 560, 806]
article-heading: Koncert p. Václava Nedělý, [1105, 1615, 1327, 1632]
article-heading: Z výboru advokátní komory v království Českém. [618, 1595, 1025, 1612]
article-paragraph: * Zádušní mše sv. Z usnesení ředitelství jednoty ku blahu propuštěných káranců v Praze sloužena bude za Jeho Em. nejd. pana kardinála knížete arcibiskupa Františka hraběte Schönborna jakožto čestného člena a vynikajícího velikého dobrodince této jednoty ve farním chrámu Páně u Nejsv. Trojice v Spálené ulici v úterý 11. července o půl 8. hod. ranní slavná zádušní mše sv. [86, 415, 560, 530]
article-paragraph: * Z kanceláře Národního divadla. Dnes, jest poprvé v novém nastudování Samberkova fraška „Palackého třída č. 27“ (4. čtvrtka předplatného) s paní Kvapilovou (Nanynka), p. Šamberkem (Kulíšek), p. Petrosem (Bouška), p. Vojanem (Jarý), p. Mošnou (Drmola), p. Radou (Trnka), p. Matějovským (Hynek), paní Malkovou (Julie) a p. Šmahem (Vrouček) v hlavních úlohách. Režii hry má spisovatel. Zítra odpoledne jest jako představení pro lid Stolbova veselohra „Vodní družstvo“, večer Gonnodova opera „Faust a Markéta“ po druhé s p. Maleknem v úloze Fausta a poprvé s p. Králem v úloze Jeníka. V pondělí jest Smetanova opera „Prodaná nevěsta“. [86, 1536, 560, 1750]
article-text: Ve středu dospěl cyklus ku představení osmému. Dávána působivá „Arthnrova lest“ od Chivota a Durus. Hrdina této hry, pařížský hejsek Leoň de Pontbriset chce se zbaviti své bývalé známosti z mořských lázní, hraběnky Hermance, mladé to ženušky bratra ruského diplomata. Nevěda si jiné rady, dá se použíti svým vtipným sluhou Benoitem, jak zachovati se v podobných případech jeho bývalý pán Arthur a „ Stačí totiž říci své bývalé lásce: „Madame, nejsem ten, za něhož jste mne pnvažovala, jsem pouhý sluha, jenž není vás hoden“, a madame odvrátí se s opovržením od svého bývalého milence. U hraběnky Hermance však lest selže, ba naopak způsobí takový chaos, že obecenstvo přes prudký lijak dosti četně, ani nevycházelo ze smíchu. Hlavní úlohy hráli manželé Jiříkovští a pp. Charvát a Marek, kteří za své opravdu záslužné výkony hlučný potlesk trželi. Další čtyři hry cyklu jsou: dne 12. července „Nejlepší manžel Francie“ od Valabreguea, dne 19. července „Durand-Durand“ od téhož autora, dne 26. července „Chonhol“ od Gondineta a dne 2. srpna „Dr. Jojó“ od Carréa. Odpoledními cyklus ten všem přátelům divadelního humoru. [574, 632, 1048, 1002]
